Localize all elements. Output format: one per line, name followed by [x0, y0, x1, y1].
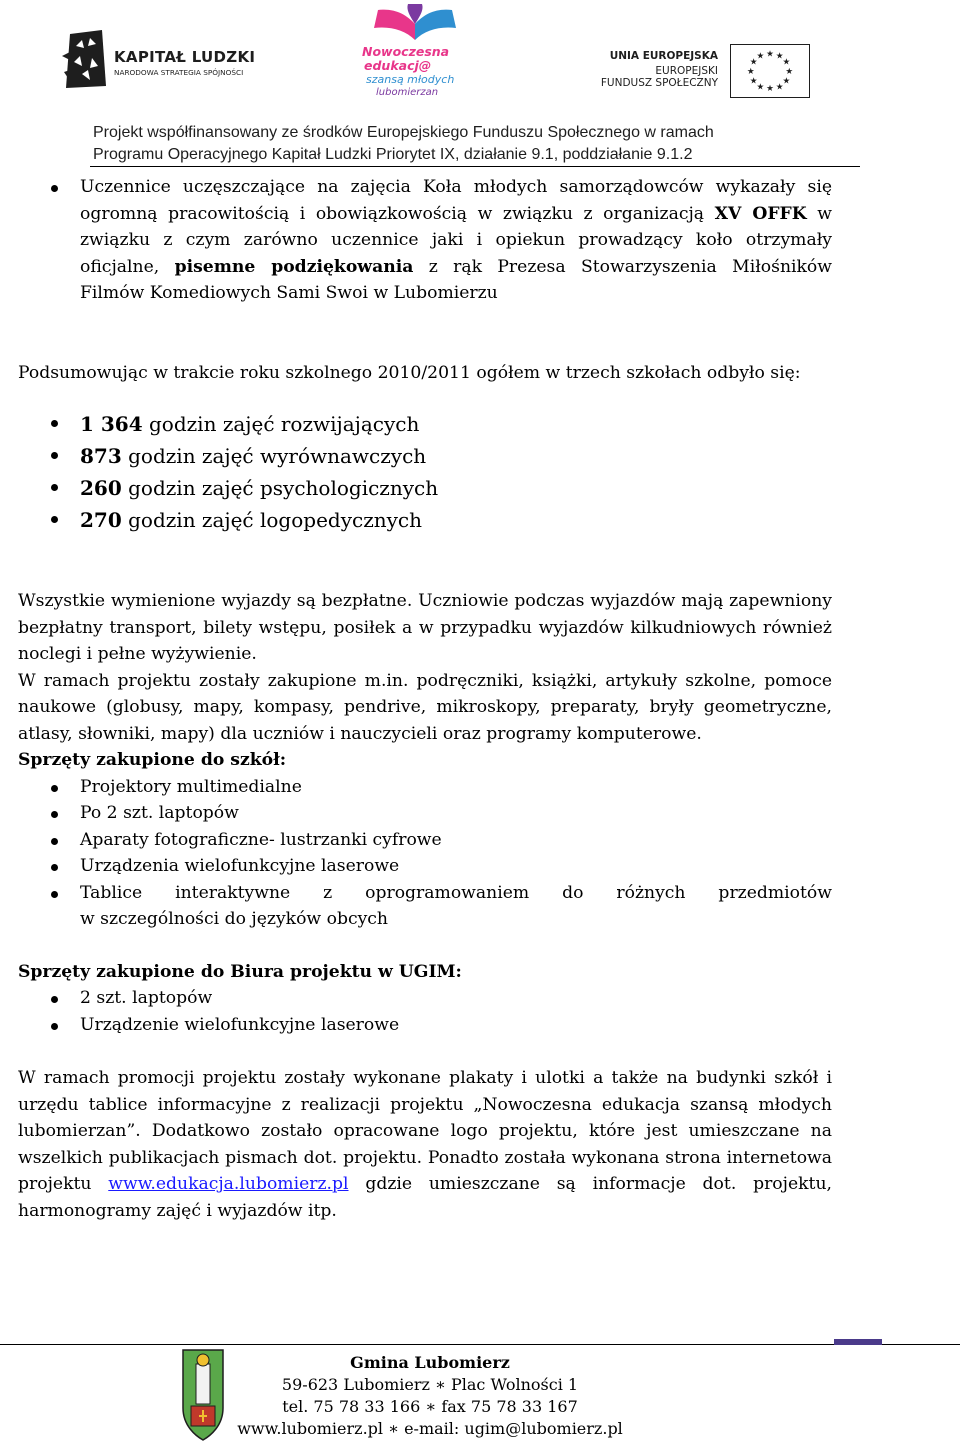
- bullet-icon: [51, 185, 58, 192]
- kapital-ludzki-mark-icon: [62, 26, 108, 92]
- office-heading: Sprzęty zakupione do Biura projektu w UGIM:: [18, 961, 462, 982]
- summary-paragraph: Podsumowując w trakcie roku szkolnego 2010/2011 ogółem w trzech szkołach odbyło się:: [18, 362, 801, 383]
- svg-text:★: ★: [746, 66, 755, 77]
- footer-name: Gmina Lubomierz: [350, 1353, 510, 1372]
- spacer: [18, 536, 832, 588]
- footer-web: www.lubomierz.pl ∗ e-mail: ugim@lubomierz.pl: [237, 1419, 623, 1438]
- hours-value: 260: [80, 476, 122, 500]
- bullet-icon: [51, 1023, 58, 1030]
- list-item-line: w szczególności do języków obcych: [80, 909, 388, 929]
- office-list: [18, 985, 832, 1038]
- list-item: 2 szt. laptopów: [18, 985, 832, 1012]
- bullet-icon: [51, 484, 58, 491]
- bullet-icon: [51, 516, 58, 523]
- header-funding-line-2: Programu Operacyjnego Kapitał Ludzki Priorytet IX, działanie 9.1, poddziałanie 9.1.2: [93, 146, 693, 163]
- logo-text-szansa: szansą młodych: [366, 73, 455, 86]
- schools-heading: Sprzęty zakupione do szkół:: [18, 750, 287, 770]
- list-item: [18, 408, 832, 440]
- schools-list: [18, 774, 832, 933]
- bullet-icon: [51, 838, 58, 845]
- svg-text:★: ★: [782, 57, 791, 68]
- hours-label: godzin zajęć wyrównawczych: [121, 444, 427, 468]
- list-item: [18, 504, 832, 536]
- list-item: Aparaty fotograficzne- lustrzanki cyfrowe: [18, 827, 832, 854]
- list-item: Po 2 szt. laptopów: [18, 800, 832, 827]
- intro-text-bold-xv: XV OFFK: [714, 203, 807, 224]
- list-item: [18, 880, 832, 933]
- hours-list: [18, 408, 832, 536]
- svg-text:★: ★: [775, 51, 784, 62]
- intro-text-pre: Uczennice uczęszczające na zajęcia Koła młodych samorządowców wykazały się ogromną pracowitością i obowiązkowością w związku z organizacją: [80, 177, 832, 224]
- footer-phone: tel. 75 78 33 166 ∗ fax 75 78 33 167: [282, 1397, 578, 1416]
- trips-paragraph: Wszystkie wymienione wyjazdy są bezpłatne. Uczniowie podczas wyjazdów mają zapewniony bezpłatny transport, bilety wstępu, posiłek a w przypadku wyjazdów kilkudniowych również noclegi i pełne wyżywienie.: [18, 591, 832, 664]
- list-item: Projektory multimedialne: [18, 774, 832, 801]
- purchases-paragraph: W ramach projektu zostały zakupione m.in. podręczniki, książki, artykuły szkolne, pomoce naukowe (globusy, mapy, kompasy, pendrive, mikroskopy, preparaty, bryły geometryczne, atlasy, słowniki, mapy) dla uczniów i nauczycieli oraz programy komputerowe.: [18, 670, 832, 744]
- bullet-icon: [51, 891, 58, 898]
- intro-text-mid: w związku z czym zarówno uczennice jaki i opiekun prowadzący koło otrzymały oficjalne,: [80, 203, 832, 277]
- bullet-icon: [51, 452, 58, 459]
- kapital-ludzki-name: KAPITAŁ LUDZKI: [114, 48, 256, 66]
- intro-text-post: z rąk Prezesa Stowarzyszenia Miłośników Filmów Komediowych Sami Swoi w Lubomierzu: [80, 256, 832, 303]
- header-funding-line-1: Projekt współfinansowany ze środków Europejskiego Funduszu Społecznego w ramach: [93, 124, 714, 141]
- footer-divider: [0, 1344, 960, 1345]
- svg-text:★: ★: [756, 82, 765, 93]
- intro-text-bold-thanks: pisemne podziękowania: [174, 256, 414, 277]
- eu-logo-title: UNIA EUROPEJSKA: [609, 50, 718, 62]
- project-website-link[interactable]: www.edukacja.lubomierz.pl: [108, 1174, 349, 1194]
- book-icon: [370, 4, 460, 44]
- hours-label: godzin zajęć logopedycznych: [121, 508, 423, 532]
- logo-text-lubomierzan: lubomierzan: [376, 87, 439, 98]
- eu-flag-icon: [730, 44, 810, 98]
- svg-text:★: ★: [749, 57, 758, 68]
- svg-text:★: ★: [782, 76, 791, 87]
- lubomierz-crest-icon: [180, 1346, 226, 1442]
- bullet-icon: [51, 811, 58, 818]
- bullet-icon: [51, 864, 58, 871]
- svg-text:★: ★: [749, 76, 758, 87]
- nowoczesna-edukacja-logo: [356, 4, 474, 100]
- spacer: [18, 307, 832, 360]
- list-item: [18, 472, 832, 504]
- header-divider: [90, 166, 860, 167]
- kapital-ludzki-logo: [62, 26, 272, 96]
- spacer: [18, 933, 832, 959]
- svg-text:★: ★: [785, 66, 794, 77]
- hours-label: godzin zajęć rozwijających: [142, 412, 420, 436]
- eu-logo: [600, 44, 814, 100]
- list-item: [18, 174, 832, 307]
- kapital-ludzki-subtitle: NARODOWA STRATEGIA SPÓJNOŚCI: [114, 68, 244, 77]
- list-item: Urządzenie wielofunkcyjne laserowe: [18, 1012, 832, 1039]
- footer-accent-bar: [834, 1339, 882, 1345]
- bullet-icon: [51, 996, 58, 1003]
- hours-value: 1 364: [80, 412, 143, 436]
- spacer: [18, 1038, 832, 1065]
- list-item: Urządzenia wielofunkcyjne laserowe: [18, 853, 832, 880]
- spacer: [18, 386, 832, 408]
- svg-text:★: ★: [766, 84, 774, 95]
- eu-logo-line2: EUROPEJSKI: [655, 65, 718, 77]
- logo-text-edukacja: edukacj@: [364, 58, 432, 73]
- promo-paragraph: W ramach promocji projektu zostały wykonane plakaty i ulotki a także na budynki szkół i urzędu tablice informacyjne z realizacji projektu „Nowoczesna edukacja szansą młodych lubomierzan”. Dodatkowo zostało opracowane logo projektu, które jest umieszczane na wszelkich publikacjach pismach dot. projektu. Ponadto została wykonana strona internetowa projektu www.edukacja.lubomierz.pl gdzie umieszczane są informacje dot. projektu, harmonogramy zajęć i wyjazdów itp.: [18, 1068, 833, 1221]
- hours-label: godzin zajęć psychologicznych: [121, 476, 439, 500]
- bullet-icon: [51, 785, 58, 792]
- hours-value: 270: [80, 508, 122, 532]
- footer-contact: [230, 1352, 630, 1440]
- svg-text:★: ★: [775, 82, 784, 93]
- bullet-icon: [51, 420, 58, 427]
- svg-text:★: ★: [756, 51, 765, 62]
- svg-text:★: ★: [766, 49, 774, 60]
- logo-text-nowoczesna: Nowoczesna: [362, 44, 450, 59]
- eu-logo-line3: FUNDUSZ SPOŁECZNY: [600, 77, 718, 89]
- intro-list: [18, 174, 832, 307]
- hours-value: 873: [80, 444, 122, 468]
- list-item: [18, 440, 832, 472]
- list-item-line: Tablice interaktywne z oprogramowaniem do różnych przedmiotów: [80, 882, 832, 903]
- document-body: [18, 174, 832, 1224]
- footer-address: 59-623 Lubomierz ∗ Plac Wolności 1: [281, 1375, 579, 1394]
